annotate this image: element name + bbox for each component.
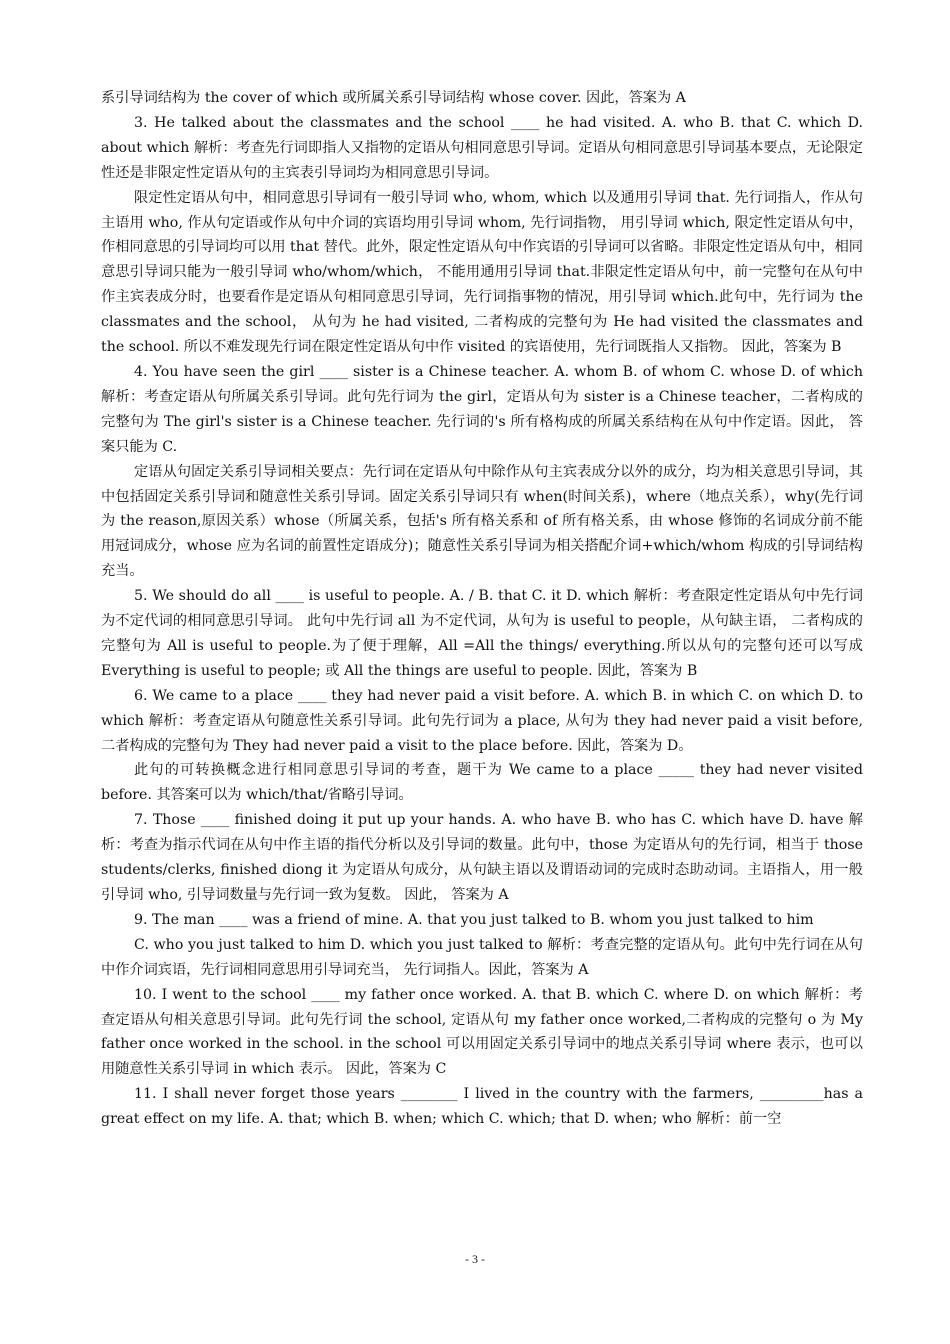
paragraph: 7. Those ____ finished doing it put up your hands. A. who have B. who has C. which have D. have 解析：考查为指示代词在从句中作主语的指代分析以及引导词的数量。此句中，those 为定语从句的先行词，相当于 those students/clerks, finished diong it 为定语从句成分，从句缺主语以及谓语动词的完成时态助动词。主语指人，用一般引导词 who, 引导词数量与先行词一致为复数。 因此， 答案为 A bbox=[101, 812, 863, 903]
paragraph: 6. We came to a place ____ they had never paid a visit before. A. which B. in which C. on which D. to which 解析：考查定语从句随意性关系引导词。此句先行词为 a place, 从句为 they had never paid a visit before, 二者构成的完整句为 They had never paid a visit to the place before. 因此，答案为 D。 bbox=[101, 687, 863, 754]
paragraph: 3. He talked about the classmates and the school ____ he had visited. A. who B. that C. which D. about which 解析：考查先行词即指人又指物的定语从句相同意思引导词。定语从句相同意思引导词基本要点，无论限定性还是非限定性定语从句的主宾表引导词均为相同意思引导词。 bbox=[101, 114, 863, 181]
paragraph: 4. You have seen the girl ____ sister is a Chinese teacher. A. whom B. of whom C. whose D. of which 解析：考查定语从句所属关系引导词。此句先行词为 the girl，定语从句为 sister is a Chinese teacher，二者构成的完整句为 The girl's sister is a Chinese teacher. 先行词的's 所有格构成的所属关系结构在从句中作定语。因此， 答案只能为 C. bbox=[101, 363, 863, 455]
document-body bbox=[101, 86, 863, 1132]
paragraph: 9. The man ____ was a friend of mine. A. that you just talked to B. whom you just talked to him bbox=[134, 911, 814, 928]
paragraph: 系引导词结构为 the cover of which 或所属关系引导词结构 whose cover. 因此，答案为 A bbox=[101, 90, 686, 106]
paragraph: 限定性定语从句中，相同意思引导词有一般引导词 who, whom, which 以及通用引导词 that. 先行词指人，作从句主语用 who, 作从句定语或作从句中介词的宾语均用引导词 whom, 先行词指物， 用引导词 which, 限定性定语从句中，作相同意思的引导词均可以用 that 替代。此外，限定性定语从句中作宾语的引导词可以省略。非限定性定语从句中，相同意思引导词只能为一般引导词 who/whom/which， 不能用通用引导词 that.非限定性定语从句中，前一完整句在从句中作主宾表成分时，也要看作是定语从句相同意思引导词，先行词指事物的情况，用引导词 which.此句中，先行词为 the classmates and the school， 从句为 he had visited, 二者构成的完整句为 He had visited the classmates and the school. 所以不难发现先行词在限定性定语从句中作 visited 的宾语使用，先行词既指人又指物。 因此，答案为 B bbox=[101, 189, 863, 356]
paragraph: C. who you just talked to him D. which you just talked to 解析：考查完整的定语从句。此句中先行词在从句中作介词宾语，先行词相同意思用引导词充当， 先行词指人。因此，答案为 A bbox=[101, 936, 863, 978]
paragraph: 5. We should do all ____ is useful to people. A. / B. that C. it D. which 解析：考查限定性定语从句中先行词为不定代词的相同意思引导词。 此句中先行词 all 为不定代词，从句为 is useful to people，从句缺主语， 二者构成的完整句为 All is useful to people.为了便于理解，All =All the things/ everything.所以从句的完整句还可以写成 Everything is useful to people; 或 All the things are useful to people. 因此，答案为 B bbox=[101, 588, 863, 679]
paragraph: 10. I went to the school ____ my father once worked. A. that B. which C. where D. on which 解析：考查定语从句相关意思引导词。此句先行词 the school, 定语从句 my father once worked,二者构成的完整句 o 为 My father once worked in the school. in the school 可以用固定关系引导词中的地点关系引导词 where 表示，也可以用随意性关系引导词 in which 表示。 因此，答案为 C bbox=[101, 986, 863, 1078]
paragraph: 定语从句固定关系引导词相关要点：先行词在定语从句中除作从句主宾表成分以外的成分，均为相关意思引导词，其中包括固定关系引导词和随意性关系引导词。固定关系引导词只有 when(时间关系)，where（地点关系），why(先行词为 the reason,原因关系）whose（所属关系，包括's 所有格关系和 of 所有格关系，由 whose 修饰的名词成分前不能用冠词成分，whose 应为名词的前置性定语成分)；随意性关系引导词为相关搭配介词+which/whom 构成的引导词结构充当。 bbox=[101, 463, 863, 580]
paragraph: 11. I shall never forget those years ________ I lived in the country with the farmers, _________has a great effect on my life. A. that; which B. when; which C. which; that D. when; who 解析：前一空 bbox=[101, 1086, 863, 1128]
paragraph: 此句的可转换概念进行相同意思引导词的考查，题干为 We came to a place _____ they had never visited before. 其答案可以为 which/that/省略引导词。 bbox=[101, 762, 863, 804]
page-number: - 3 - bbox=[465, 1252, 485, 1266]
